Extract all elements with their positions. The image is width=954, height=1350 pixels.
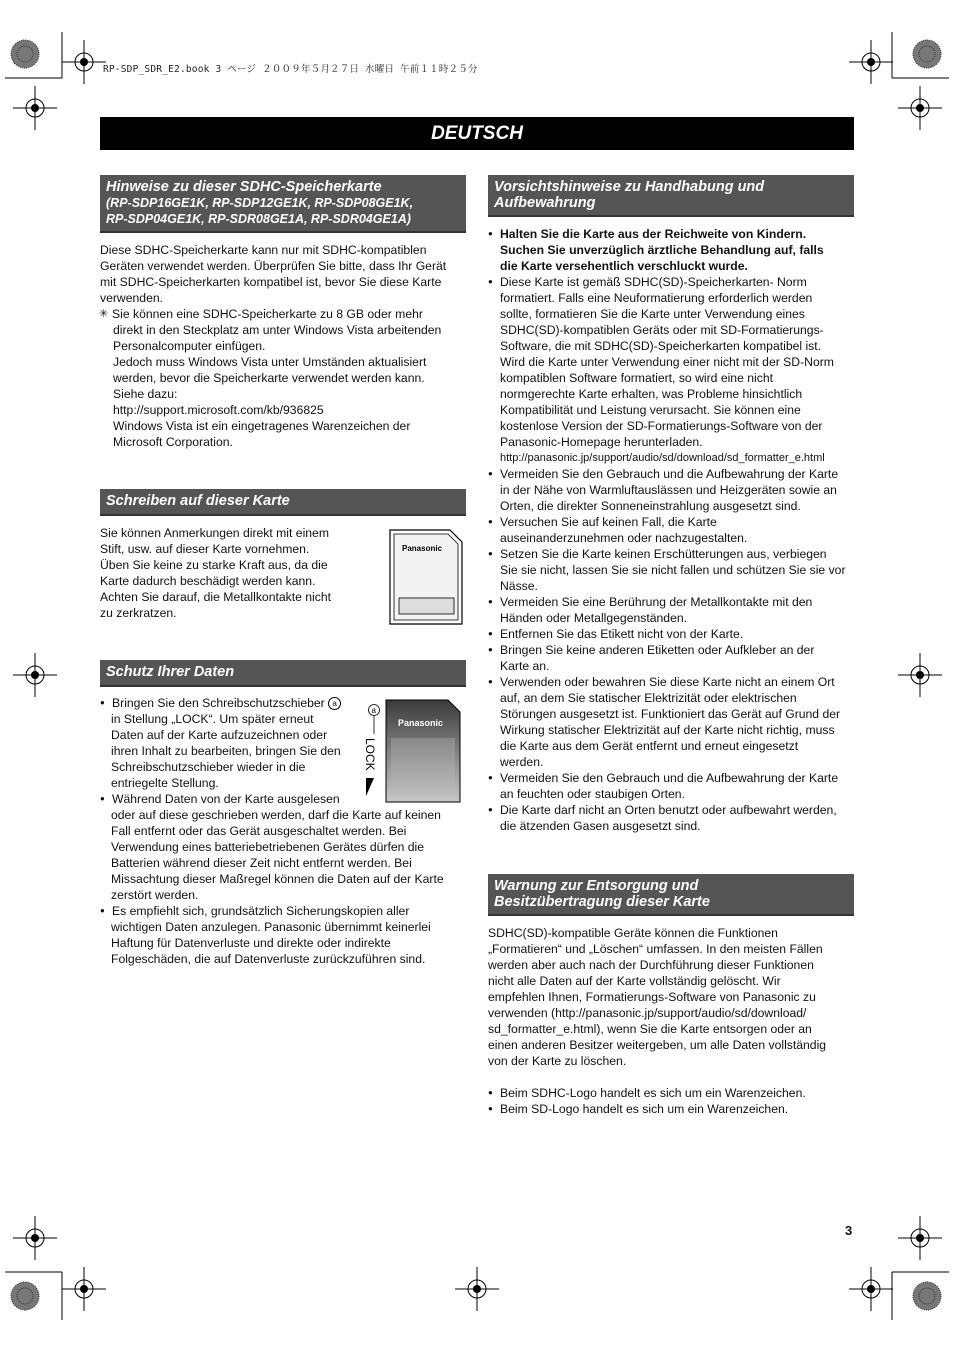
lock-arrow-icon bbox=[366, 778, 374, 796]
text-line: Üben Sie keine zu starke Kraft aus, da die bbox=[100, 558, 328, 572]
section-header-handling bbox=[488, 175, 854, 217]
bullet-line: Orten, die direkter Sonneneinstrahlung ausgesetzt sind. bbox=[500, 499, 801, 513]
text-line: Sie können Anmerkungen direkt mit einem bbox=[100, 526, 329, 540]
note-line: Microsoft Corporation. bbox=[113, 435, 233, 449]
bullet-line: Kompatibilität und Leistung verursacht. Sie können eine bbox=[500, 403, 801, 417]
text-line: empfehlen Ihnen, Formatierungs-Software von Panasonic zu bbox=[488, 990, 816, 1004]
bullet-line: Haftung für Datenverluste und direkte oder indirekte bbox=[111, 936, 391, 950]
bullet-line: ● Verwenden oder bewahren Sie diese Karte nicht an einem Ort bbox=[488, 674, 858, 690]
sd-formatter-link[interactable]: http://panasonic.jp/support/audio/sd/download/sd_formatter_e.html bbox=[500, 452, 825, 464]
text-line: nicht alle Daten auf der Karte vollständig gelöscht. Wir bbox=[488, 974, 781, 988]
bullet-line: Karte an. bbox=[500, 659, 550, 673]
bullet-line: Missachtung dieser Maßregel können die Daten auf der Karte bbox=[111, 872, 444, 886]
text-line: von der Karte zu löschen. bbox=[488, 1054, 627, 1068]
bullet-line: Schreibschutzschieber wieder in die bbox=[111, 760, 306, 774]
bullet-line: kostenlose Version der SD-Formatierungs-Software von der bbox=[500, 419, 823, 433]
bullet-line: sollte, formatieren Sie die Karte unter Verwendung eines bbox=[500, 307, 805, 321]
lock-label: LOCK bbox=[363, 738, 377, 771]
page-number: 3 bbox=[845, 1223, 853, 1238]
bullet-line: ● Vermeiden Sie eine Berührung der Metallkontakte mit den bbox=[488, 594, 858, 610]
bullet-line: oder auf diese geschrieben werden, darf die Karte auf keinen bbox=[111, 808, 441, 822]
bullet-line: entriegelte Stellung. bbox=[111, 776, 219, 790]
writing-body bbox=[100, 525, 375, 621]
intro-line: Diese SDHC-Speicherkarte kann nur mit SDHC-kompatiblen bbox=[100, 243, 427, 257]
bullet-line: in der Nähe von Warmluftauslässen und Heizgeräten sowie an bbox=[500, 483, 837, 497]
card-brand-text: Panasonic bbox=[398, 718, 444, 728]
sdhc-notes-body bbox=[100, 242, 470, 450]
note-line: Personalcomputer einfügen. bbox=[113, 339, 266, 353]
note-line: werden, bevor die Speicherkarte verwendet werden kann. bbox=[113, 371, 425, 385]
note-line: Jedoch muss Windows Vista unter Umständen aktualisiert bbox=[113, 355, 427, 369]
bullet-line: ● Halten Sie die Karte aus der Reichweite von Kindern. bbox=[488, 226, 858, 242]
bullet-line: an feuchten oder staubigen Orten. bbox=[500, 787, 685, 801]
text-line: Achten Sie darauf, die Metallkontakte nicht bbox=[100, 590, 332, 604]
trademark-note: ● Beim SDHC-Logo handelt es sich um ein Warenzeichen. bbox=[488, 1085, 858, 1101]
spacer bbox=[488, 1069, 858, 1085]
section-header-sdhc-notes bbox=[100, 175, 466, 233]
bullet-line: Wirkung statischer Elektrizität auf der Karte nicht richtig, muss bbox=[500, 723, 835, 737]
text-line: Karte dadurch beschädigt werden kann. bbox=[100, 574, 316, 588]
text-line: einen anderen Besitzer weitergeben, um alle Daten vollständig bbox=[488, 1038, 827, 1052]
bullet-line: Folgeschäden, die auf Datenverluste zurückzuführen sind. bbox=[111, 952, 426, 966]
bullet-line: Batterien während dieser Zeit nicht entfernt werden. Bei bbox=[111, 856, 412, 870]
bullet-line: ● Vermeiden Sie den Gebrauch und die Aufbewahrung der Karte bbox=[488, 770, 858, 786]
bullet-line: ● Vermeiden Sie den Gebrauch und die Aufbewahrung der Karte bbox=[488, 466, 858, 482]
bullet-line: Suchen Sie unverzüglich ärztliche Behandlung auf, falls bbox=[500, 243, 824, 257]
bullet-line: ● Diese Karte ist gemäß SDHC(SD)-Speicherkarten- Norm bbox=[488, 274, 858, 290]
bullet-line: formatiert. Falls eine Neuformatierung erforderlich werden bbox=[500, 291, 813, 305]
bullet-line: werden. bbox=[500, 755, 544, 769]
section-title: Schreiben auf dieser Karte bbox=[106, 493, 290, 509]
bullet-line: Wird die Karte unter Verwendung einer nicht mit der SD-Norm bbox=[500, 355, 834, 369]
text-line: werden aber auch nach der Durchführung dieser Funktionen bbox=[488, 958, 814, 972]
sd-card-label-illustration bbox=[388, 528, 464, 626]
bullet-line: kompatiblen Software formatiert, so wird eine nicht bbox=[500, 371, 773, 385]
text-line: Stift, usw. auf dieser Karte vornehmen. bbox=[100, 542, 310, 556]
bullet-line: auseinanderzunehmen oder nachzugestalten. bbox=[500, 531, 748, 545]
bullet-line: die ätzenden Gasen ausgesetzt sind. bbox=[500, 819, 701, 833]
section-title: Hinweise zu dieser SDHC-Speicherkarte bbox=[106, 179, 382, 195]
section-title-line: Vorsichtshinweise zu Handhabung und bbox=[494, 179, 765, 195]
bullet-line: Verwendung eines batteriebetriebenen Gerätes dürfen die bbox=[111, 840, 425, 854]
card-brand-text: Panasonic bbox=[402, 544, 443, 553]
section-title-line: Besitzübertragung dieser Karte bbox=[494, 894, 710, 910]
bullet-text: Bringen Sie den Schreibschutzschieber bbox=[112, 696, 325, 710]
section-title-line: Warnung zur Entsorgung und bbox=[494, 878, 699, 894]
text-line: sd_formatter_e.html), wenn Sie die Karte entsorgen oder an bbox=[488, 1022, 812, 1036]
intro-line: mit SDHC-Speicherkarten kompatibel ist, bevor Sie diese Karte bbox=[100, 275, 442, 289]
model-list-line-1: (RP-SDP16GE1K, RP-SDP12GE1K, RP-SDP08GE1K, bbox=[106, 196, 414, 210]
microsoft-kb-link[interactable]: http://support.microsoft.com/kb/936825 bbox=[113, 403, 324, 417]
bullet-line: Störungen ausgesetzt ist. Funktioniert das Gerät auf Grund der bbox=[500, 707, 841, 721]
bullet-line: ● Es empfiehlt sich, grundsätzlich Sicherungskopien aller bbox=[100, 903, 470, 919]
disposal-body bbox=[488, 925, 858, 1117]
bullet-line: Sie sie nicht, lassen Sie sie nicht fallen und schützen Sie sie vor bbox=[500, 563, 846, 577]
marker-a: a bbox=[328, 697, 341, 710]
text-line: SDHC(SD)-kompatible Geräte können die Funktionen bbox=[488, 926, 778, 940]
bullet-line: Fall entfernt oder das Gerät ausgeschaltet werden. Bei bbox=[111, 824, 407, 838]
bullet-line: Nässe. bbox=[500, 579, 538, 593]
section-header-data-protection bbox=[100, 660, 466, 687]
bullet-line: auf, an dem Sie statischer Elektrizität oder elektrischen bbox=[500, 691, 797, 705]
note-line: Windows Vista ist ein eingetragenes Warenzeichen der bbox=[113, 419, 411, 433]
bullet-line: in Stellung „LOCK“. Um später erneut bbox=[111, 712, 314, 726]
section-header-writing bbox=[100, 489, 466, 516]
text-line: verwenden (http://panasonic.jp/support/audio/sd/download/ bbox=[488, 1006, 807, 1020]
file-header: RP-SDP_SDR_E2.book 3 ページ ２００９年５月２７日 水曜日 午前１１時２５分 bbox=[103, 64, 478, 75]
bullet-line: ● Während Daten von der Karte ausgelesen bbox=[100, 791, 470, 807]
bullet-line: wichtigen Daten anzulegen. Panasonic übernimmt keinerlei bbox=[111, 920, 431, 934]
bullet-line: ● Die Karte darf nicht an Orten benutzt oder aufbewahrt werden, bbox=[488, 802, 858, 818]
section-title: Schutz Ihrer Daten bbox=[106, 664, 235, 680]
handling-bullets bbox=[488, 226, 858, 834]
bullet-line: die Karte versehentlich verschluckt wurde. bbox=[500, 259, 748, 273]
bullet-line: ● Setzen Sie die Karte keinen Erschütterungen aus, verbiegen bbox=[488, 546, 858, 562]
note-line: Siehe dazu: bbox=[113, 387, 178, 401]
note-line: direkt in den Steckplatz am unter Windows Vista arbeitenden bbox=[113, 323, 442, 337]
section-title-line: Aufbewahrung bbox=[494, 195, 596, 211]
trademark-note: ● Beim SD-Logo handelt es sich um ein Warenzeichen. bbox=[488, 1101, 858, 1117]
bullet-line: ● Entfernen Sie das Etikett nicht von der Karte. bbox=[488, 626, 858, 642]
text-line: zu zerkratzen. bbox=[100, 606, 177, 620]
model-list-line-2: RP-SDP04GE1K, RP-SDR08GE1A, RP-SDR04GE1A) bbox=[106, 212, 411, 226]
bullet-line: ● Versuchen Sie auf keinen Fall, die Karte bbox=[488, 514, 858, 530]
bullet-line: Daten auf der Karte aufzuzeichnen oder bbox=[111, 728, 328, 742]
bullet-line: zerstört werden. bbox=[111, 888, 199, 902]
bullet-line: Händen oder Metallgegenständen. bbox=[500, 611, 688, 625]
sd-card-lock-illustration bbox=[360, 698, 464, 804]
intro-line: Geräten verwendet werden. Überprüfen Sie bitte, dass Ihr Gerät bbox=[100, 259, 447, 273]
bullet-line: die Karte aus dem Gerät entfernt und erneut eingesetzt bbox=[500, 739, 799, 753]
bullet-line: normgerechte Karte erhalten, was Probleme hinsichtlich bbox=[500, 387, 803, 401]
bullet-line: SDHC(SD)-kompatiblen Geräts oder mit SD-Formatierungs- bbox=[500, 323, 824, 337]
bullet-line: ihren Inhalt zu bearbeiten, bringen Sie den bbox=[111, 744, 341, 758]
text-line: „Formatieren“ und „Löschen“ umfassen. In den meisten Fällen bbox=[488, 942, 823, 956]
language-banner bbox=[100, 117, 854, 150]
bullet-line: Software, die mit SDHC(SD)-Speicherkarten kompatibel ist. bbox=[500, 339, 822, 353]
section-header-disposal bbox=[488, 874, 854, 916]
note-line: ✳ Sie können eine SDHC-Speicherkarte zu 8 GB oder mehr bbox=[100, 306, 470, 322]
intro-line: verwenden. bbox=[100, 291, 164, 305]
bullet-line: ● Bringen Sie keine anderen Etiketten oder Aufkleber an der bbox=[488, 642, 858, 658]
banner-title: DEUTSCH bbox=[431, 122, 523, 144]
bullet-line: Panasonic-Homepage herunterladen. bbox=[500, 435, 703, 449]
marker-a-label: a bbox=[371, 706, 376, 715]
